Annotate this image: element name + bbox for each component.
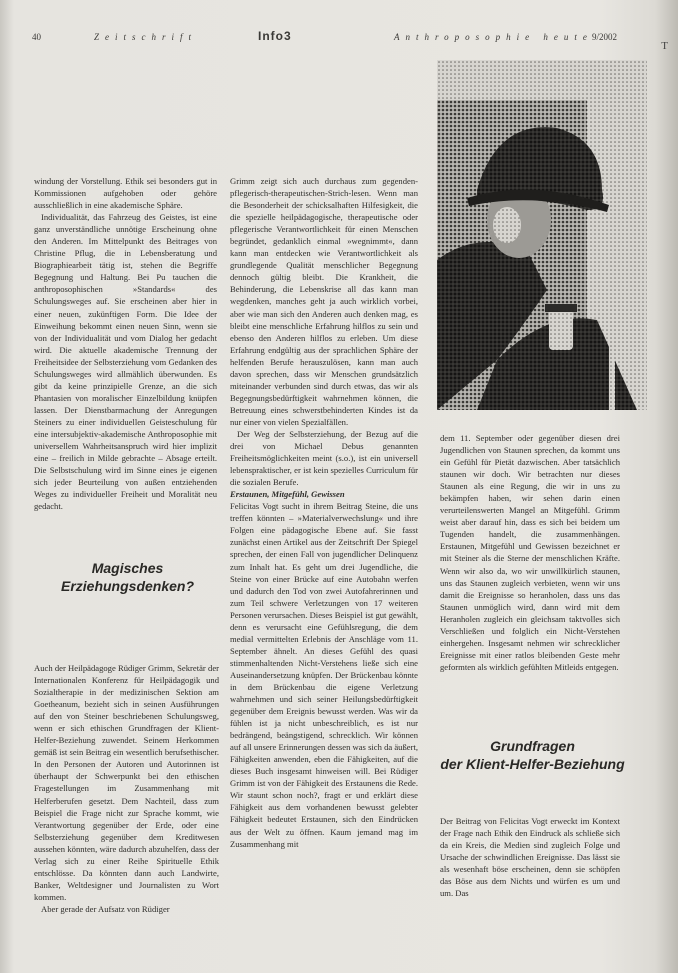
paragraph: Grimm zeigt sich auch durchaus zum gegenden-pflegerisch-therapeutischen-Strich-lesen. Wenn man die Besonderheit der schicksalhaften Hilfesigkeit, die die spezielle heilpädagogische, therapeutische oder pflegerische Verantwortlichkeit für einen Menschen begründet, gedanklich einmal »wegnimmt«, dann kann man entdecken wie Verantwortlichkeit als grundlegende Qualität menschlicher Begegnung dennoch gültig bleibt. Die Krankheit, die Behinderung, die Lebenskrise all das kann man wegdenken, manches geht ja auch wirklich vorbei, aber wie man sich den Anderen auch denken mag, es bleibt eine menschliche Erfahrung hilflos zu sein und ebenso den Anderen hilflos zu erleben. Um diese Erfahrung endgültig aus der sprachlichen Sphäre der helfenden Berufe herauszulösen, kann man auch davon sprechen, dass wir Menschen grundsätzlich miteinander verbunden sind durch etwas, das wir als Begegnungsbedürftigkeit wahrnehmen können, die Betreuung eines schwerstbehinderten Kindes ist da nur einer von vielen Spezialfällen. (230, 176, 418, 427)
paragraph: Der Beitrag von Felicitas Vogt erweckt im Kontext der Frage nach Ethik den Eindruck als schließe sich da ein Kreis, die Medien sind zugleich Folge und Ursache der schwindlichen Ereignisse. Das lässt sie als wesenhaft böse erscheinen, denn sie schöpfen das Böse aus dem Nichts und würfen es um und um. Das (440, 816, 620, 899)
page-edge-mark: T (661, 40, 668, 52)
portrait-photo (437, 60, 647, 410)
paragraph: Individualität, das Fahrzeug des Geistes, ist eine ganz unverständliche unnötige Erscheinung ohne den Anderen. Im Mittelpunkt des Beitrages von Christine Pflug, die in Lebensberatung und Biographiearbeit tätig ist, stehen die Begriffe Begegnung und Haltung. Bei Pu tauchen die anthroposophischen »Standards« des Schulungsweges auf. Sie erscheinen aber hier in einer neuen, zukünftigen Form. Die Idee der Einweihung bekommt einen neuen Sinn, wenn sie von der Individualität und vom Dialog her gedacht wird. Die aktuelle akademische Trennung der Freiheitsidee der Selbsterziehung vom Gedanken des Schulungsweges wird allmählich überwunden. Es gibt da keine prinzipielle Grenze, an die sich Phantasien von moralischer Einzelbildung knüpfen lassen. Der Dienstbarmachung der Anregungen Steiners zu einer individuellen Geisteschulung für eine intersubjektiv-akademische Anthroposophie mit universellem Wahrheitsanspruch wird hier implizit eine – freilich in Milde gebrachte – Absage erteilt. Die Selbstschulung wird im Sinne eines je eigenen sich jeder Beurteilung von außen entziehenden Weges zu individueller Freiheit und Moralität neu gedacht. (34, 212, 217, 512)
header-subtitle: Anthroposophie heute (394, 32, 593, 42)
section-heading-magisches (40, 559, 215, 595)
heading-line: Magisches (91, 560, 164, 576)
heading-line: der Klient-Helfer-Beziehung (440, 756, 625, 772)
column-3 (440, 432, 620, 673)
heading-line: Grundfragen (490, 738, 575, 754)
paragraph: Felicitas Vogt sucht in ihrem Beitrag Steine, die uns treffen könnten – »Materialverwechslung« und ihre Folgen eine pädagogische Ebene auf. Sie fasst zunächst einen Artikel aus der Zeitschrift Der Spiegel sprechen, der einen Fall von jugendlicher Delinquenz zum Inhalt hat. Es geht um drei Jugendliche, die Steine von einer Brücke auf eine Autobahn werfen und dadurch den Tod von zwei Autofahrerinnen und zum Teil schwere Verletzungen von 17 weiteren Personen verursachen. Dieses Beispiel ist gut gewählt, denn es verursacht eine Gefühlsregung, die dem medial vermittelten Erlebnis der Anschläge vom 11. September ähnelt. An dieses Gefühl des quasi stimmenhaltenden Nicht-Verstehens ließe sich eine Auseinandersetzung knüpfen. Der Brückenbau könnte in dem Brückenbau die eigene Verletzung wahrnehmen und sich seiner Heilungsbedürftigkeit gegenüber dem Ereignis bewusst werden. Was wir da fühlen ist ja nicht unbeschreiblich, es ist nur bedrängend, beängstigend, schrecklich. Wir können auf all unsere Erinnerungen dessen was sich da äußert, Fähigkeiten anwenden, eben die Fähigkeiten, auf die dieses Buch insgesamt hinweisen will. Bei Rüdiger Grimm ist von der Fähigkeit des Erstaunens die Rede. Wir staunt schon noch?, fragt er und erklärt diese Fähigkeit aus dem vorhandenen bewusst gelebter Fähigkeit bedeutet Erstaunen, sich den Eindrücken aus der Welt zu öffnen. Kaum jemand mag im Zusammenhang mit (230, 501, 418, 849)
column-3-lower (440, 815, 620, 899)
paragraph: Aber gerade der Aufsatz von Rüdiger (41, 903, 170, 914)
column-1 (34, 175, 217, 512)
paragraph: dem 11. September oder gegenüber diesen drei Jugendlichen von Staunen sprechen, da kommt uns ein Gefühl für Pietät dazwischen. Aber tatsächlich staunen wir doch. Wir betrachten nur dieses Staunen als eine Regung, die wir in uns zu bekämpfen haben, wir sehen darin einen verurteilenswerten Mangel an Mitgefühl. Grimm weist aber darauf hin, dass es sich bei beidem um Tugenden handelt, die zusammenhängen. Erstaunen, Mitgefühl und Gewissen bezeichnet er mit Steiner als die Sterne der menschlichen Kräfte. Wenn wir also da, wo wir unwillkürlich staunen, uns das Staunen zugleich verbieten, wenn wir uns damit die Ereignisse so heranholen, dass uns das Staunen unmöglich wird, dann wird mit dem Heranholen zugleich ein gleichsam taktvolles sich Verschließen und folglich ein Nicht-Verstehen einhergehen. Insgesamt nehmen wir schrecklicher Ereignisse mit einer ratlos bleibenden Geste mehr geformten als wirklich gefühlten Mitleids entgegen. (440, 433, 620, 672)
section-heading-grundfragen (440, 737, 625, 773)
column-1-lower (34, 662, 219, 915)
column-2 (230, 175, 418, 850)
subheading: Erstaunen, Mitgefühl, Gewissen (230, 489, 345, 500)
paragraph: Auch der Heilpädagoge Rüdiger Grimm, Sekretär der Internationalen Konferenz für Heilpädagogik und Sozialtherapie in der medizinischen Sektion am Goetheanum, bezieht sich in seinen Ausführungen auf den von Steiner beschriebenen Schulungsweg, wenn er sich ethischen Grundfragen der Klient-Helfer-Beziehung zuwendet. Seinem Herkommen gemäß ist sein Beitrag ein wesentlich berufsethischer. In den Personen der Autoren und Autorinnen ist überhaupt der Schwerpunkt bei den ethischen Fragestellungen im Zusammenhang mit Helferberufen gesetzt. Dem Nachteil, dass zum Beispiel die Frage nicht zur Sprache kommt, wie Verantwortung gegenüber der Erde, oder eine Selbsterziehung gegenüber dem Kreditwesen aussehen könnten, wäre dadurch abzuhelfen, dass der Verlag sich zu einer Reihe Spirituelle Ethik entschlösse. Da könnten dann auch Landwirte, Banker, Weltdesigner und Journalisten zu Wort kommen. (34, 663, 219, 902)
section-label: Info3 (258, 29, 292, 43)
paragraph: windung der Vorstellung. Ethik sei besonders gut in Kommissionen aufgehoben oder gehöre ausschließlich in eine akademische Sphäre. (34, 176, 217, 211)
heading-line: Erziehungsdenken? (60, 578, 195, 594)
paragraph: Der Weg der Selbsterziehung, der Bezug auf die drei von Michael Debus genannten Freiheitsmöglichkeiten meint (s.o.), ist ein universell lebenspraktischer, er ist kein spezielles Curriculum für die sozialen Berufe. (230, 428, 418, 488)
page-number: 40 (32, 32, 41, 42)
magazine-name: Zeitschrift (94, 32, 198, 42)
issue-number: 9/2002 (591, 32, 617, 42)
running-header (32, 30, 617, 46)
